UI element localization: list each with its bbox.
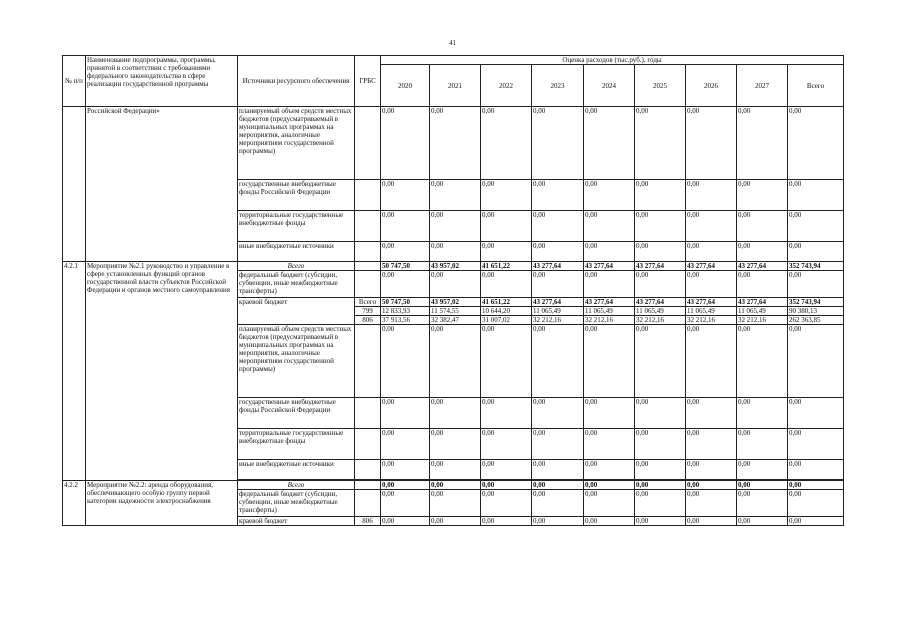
value-cell: 0,00 xyxy=(737,481,788,490)
value-cell: 0,00 xyxy=(430,517,481,526)
source-label: краевой бюджет xyxy=(238,298,355,325)
value-cell: 0,00 xyxy=(532,180,584,211)
value-cell: 0,00 xyxy=(635,242,686,262)
value-cell: 10 644,20 xyxy=(481,307,532,316)
value-cell: 0,00 xyxy=(737,517,788,526)
header-year: 2024 xyxy=(584,65,635,107)
value-cell: 0,00 xyxy=(635,211,686,242)
value-cell: 0,00 xyxy=(584,242,635,262)
value-cell: 41 651,22 xyxy=(481,298,532,307)
value-cell: 0,00 xyxy=(737,271,788,298)
value-cell: 0,00 xyxy=(481,211,532,242)
source-label: иные внебюджетные источники xyxy=(238,460,355,480)
header-year: 2023 xyxy=(532,65,584,107)
table-row xyxy=(63,107,844,180)
header-year-total: Всего xyxy=(788,65,844,107)
value-cell: 0,00 xyxy=(686,490,737,517)
value-cell: 0,00 xyxy=(737,490,788,517)
value-cell: 11 065,49 xyxy=(532,307,584,316)
value-cell: 0,00 xyxy=(584,271,635,298)
value-cell: 0,00 xyxy=(430,460,481,480)
header-num: № п/п xyxy=(63,56,86,107)
value-cell: 43 957,02 xyxy=(430,262,481,271)
value-cell: 32 212,16 xyxy=(686,316,737,325)
value-cell: 0,00 xyxy=(686,107,737,180)
grbs-code xyxy=(355,271,381,298)
value-cell: 0,00 xyxy=(381,180,430,211)
source-label: территориальные государственные внебюджетные фонды xyxy=(238,429,355,460)
header-year: 2026 xyxy=(686,65,737,107)
value-cell: 0,00 xyxy=(430,481,481,490)
value-cell: 0,00 xyxy=(686,271,737,298)
value-cell: 0,00 xyxy=(737,180,788,211)
value-cell: 0,00 xyxy=(635,429,686,460)
value-cell: 0,00 xyxy=(532,325,584,398)
value-cell: 0,00 xyxy=(584,429,635,460)
program-name: Российской Федерации» xyxy=(86,107,238,262)
value-cell: 0,00 xyxy=(635,481,686,490)
value-cell: 0,00 xyxy=(635,107,686,180)
grbs-code xyxy=(355,262,381,271)
value-cell: 31 007,02 xyxy=(481,316,532,325)
grbs-code xyxy=(355,398,381,429)
value-cell: 0,00 xyxy=(430,180,481,211)
value-cell: 0,00 xyxy=(532,481,584,490)
value-cell: 0,00 xyxy=(686,460,737,480)
header-grbs: ГРБС xyxy=(355,56,381,107)
value-cell: 0,00 xyxy=(481,429,532,460)
value-cell: 0,00 xyxy=(381,107,430,180)
value-cell: 0,00 xyxy=(481,271,532,298)
value-cell: 0,00 xyxy=(737,460,788,480)
value-cell: 0,00 xyxy=(532,107,584,180)
value-cell-total: 0,00 xyxy=(788,460,844,480)
grbs-code xyxy=(355,180,381,211)
value-cell: 43 277,64 xyxy=(686,262,737,271)
source-label: территориальные государственные внебюджетные фонды xyxy=(238,211,355,242)
value-cell: 0,00 xyxy=(430,398,481,429)
row-num xyxy=(63,107,86,262)
page-number: 41 xyxy=(449,39,456,47)
value-cell-total: 0,00 xyxy=(788,517,844,526)
value-cell: 0,00 xyxy=(686,481,737,490)
value-cell: 32 212,16 xyxy=(635,316,686,325)
value-cell: 11 065,49 xyxy=(686,307,737,316)
value-cell: 0,00 xyxy=(430,271,481,298)
value-cell: 0,00 xyxy=(584,180,635,211)
value-cell: 43 277,64 xyxy=(737,262,788,271)
source-label: планируемый объем средств местных бюджетов (предусматриваемый в муниципальных программах на мероприятия, аналогичные мероприятиям государственной программы) xyxy=(238,107,355,180)
value-cell-total: 262 363,85 xyxy=(788,316,844,325)
value-cell: 0,00 xyxy=(584,517,635,526)
value-cell: 0,00 xyxy=(686,211,737,242)
grbs-code xyxy=(355,429,381,460)
value-cell: 0,00 xyxy=(532,242,584,262)
table-row-total xyxy=(63,262,844,271)
value-cell: 0,00 xyxy=(737,325,788,398)
value-cell: 0,00 xyxy=(381,429,430,460)
value-cell: 0,00 xyxy=(481,107,532,180)
header-estimate: Оценка расходов (тыс.руб.), годы xyxy=(381,56,844,65)
value-cell: 0,00 xyxy=(532,398,584,429)
value-cell-total: 90 380,13 xyxy=(788,307,844,316)
value-cell: 0,00 xyxy=(532,429,584,460)
value-cell: 0,00 xyxy=(430,242,481,262)
value-cell: 43 277,64 xyxy=(686,298,737,307)
value-cell: 43 277,64 xyxy=(532,262,584,271)
value-cell: 37 913,56 xyxy=(381,316,430,325)
value-cell: 0,00 xyxy=(430,490,481,517)
header-year: 2020 xyxy=(381,65,430,107)
value-cell: 0,00 xyxy=(737,242,788,262)
value-cell: 32 382,47 xyxy=(430,316,481,325)
grbs-code xyxy=(355,460,381,480)
value-cell: 0,00 xyxy=(481,490,532,517)
value-cell: 0,00 xyxy=(532,517,584,526)
value-cell-total: 0,00 xyxy=(788,429,844,460)
value-cell: 0,00 xyxy=(481,517,532,526)
value-cell: 0,00 xyxy=(737,429,788,460)
grbs-code xyxy=(355,211,381,242)
value-cell-total: 0,00 xyxy=(788,211,844,242)
value-cell: 43 277,64 xyxy=(584,298,635,307)
value-cell: 0,00 xyxy=(635,490,686,517)
header-year: 2022 xyxy=(481,65,532,107)
value-cell: 0,00 xyxy=(381,460,430,480)
value-cell: 11 065,49 xyxy=(737,307,788,316)
grbs-code xyxy=(355,107,381,180)
value-cell: 11 065,49 xyxy=(584,307,635,316)
value-cell: 0,00 xyxy=(584,211,635,242)
value-cell: 50 747,50 xyxy=(381,262,430,271)
value-cell: 0,00 xyxy=(635,517,686,526)
value-cell: 0,00 xyxy=(481,481,532,490)
source-label: планируемый объем средств местных бюджетов (предусматриваемый в муниципальных программах на мероприятия, аналогичные мероприятиям государственной программы) xyxy=(238,325,355,398)
value-cell: 50 747,50 xyxy=(381,298,430,307)
header-name: Наименование подпрограммы, программы, принятой в соответствии с требованиями федерального законодательства в сфере реализации государственной программы xyxy=(86,56,238,107)
value-cell: 0,00 xyxy=(381,325,430,398)
measure-name: Мероприятие №2.2: аренда оборудования, обеспечивающего особую группу первой категории надежности электроснабжения xyxy=(86,481,238,526)
value-cell: 0,00 xyxy=(686,517,737,526)
grbs-code xyxy=(355,490,381,517)
value-cell: 41 651,22 xyxy=(481,262,532,271)
value-cell: 12 833,93 xyxy=(381,307,430,316)
value-cell: 0,00 xyxy=(584,325,635,398)
value-cell: 0,00 xyxy=(481,460,532,480)
value-cell: 43 277,64 xyxy=(737,298,788,307)
value-cell: 0,00 xyxy=(532,271,584,298)
value-cell: 0,00 xyxy=(430,211,481,242)
value-cell: 0,00 xyxy=(584,460,635,480)
value-cell: 0,00 xyxy=(635,460,686,480)
source-label: федеральный бюджет (субсидии, субвенции, иные межбюджетные трансферты) xyxy=(238,490,355,517)
value-cell-total: 352 743,94 xyxy=(788,262,844,271)
value-cell: 0,00 xyxy=(584,107,635,180)
value-cell: 43 277,64 xyxy=(635,298,686,307)
value-cell: 0,00 xyxy=(481,325,532,398)
value-cell: 0,00 xyxy=(532,211,584,242)
table-row-total xyxy=(63,481,844,490)
grbs-code: 799 xyxy=(355,307,381,316)
value-cell-total: 0,00 xyxy=(788,271,844,298)
source-label: государственные внебюджетные фонды Российской Федерации xyxy=(238,398,355,429)
value-cell: 0,00 xyxy=(481,242,532,262)
value-cell: 0,00 xyxy=(381,211,430,242)
header-year: 2025 xyxy=(635,65,686,107)
value-cell-total: 0,00 xyxy=(788,107,844,180)
source-label: федеральный бюджет (субсидии, субвенции, иные межбюджетные трансферты) xyxy=(238,271,355,298)
value-cell: 0,00 xyxy=(686,398,737,429)
value-cell-total: 0,00 xyxy=(788,481,844,490)
value-cell: 0,00 xyxy=(686,180,737,211)
value-cell: 0,00 xyxy=(584,490,635,517)
value-cell-total: 0,00 xyxy=(788,180,844,211)
value-cell: 32 212,16 xyxy=(584,316,635,325)
measure-name: Мероприятие №2.1 руководство и управление в сфере установленных функций органов государственной власти субъектов Российской Федерации и органов местного самоуправления xyxy=(86,262,238,481)
row-num: 4.2.1 xyxy=(63,262,86,481)
grbs-code: 806 xyxy=(355,316,381,325)
value-cell-total: 0,00 xyxy=(788,325,844,398)
value-cell: 11 065,49 xyxy=(635,307,686,316)
value-cell-total: 0,00 xyxy=(788,242,844,262)
value-cell: 0,00 xyxy=(737,398,788,429)
value-cell: 0,00 xyxy=(381,242,430,262)
value-cell: 0,00 xyxy=(481,398,532,429)
value-cell: 0,00 xyxy=(635,180,686,211)
row-num: 4.2.2 xyxy=(63,481,86,526)
value-cell: 32 212,16 xyxy=(532,316,584,325)
value-cell: 0,00 xyxy=(381,398,430,429)
value-cell: 43 277,64 xyxy=(584,262,635,271)
grbs-code xyxy=(355,242,381,262)
value-cell: 0,00 xyxy=(481,180,532,211)
total-label: Всего xyxy=(238,262,355,271)
source-label: государственные внебюджетные фонды Российской Федерации xyxy=(238,180,355,211)
value-cell: 0,00 xyxy=(635,325,686,398)
source-label: краевой бюджет xyxy=(238,517,355,526)
value-cell: 0,00 xyxy=(737,211,788,242)
value-cell: 43 957,02 xyxy=(430,298,481,307)
grbs-code xyxy=(355,325,381,398)
header-year: 2027 xyxy=(737,65,788,107)
value-cell: 0,00 xyxy=(381,490,430,517)
grbs-code xyxy=(355,481,381,490)
value-cell: 0,00 xyxy=(532,490,584,517)
value-cell: 0,00 xyxy=(381,517,430,526)
grbs-code: 806 xyxy=(355,517,381,526)
value-cell: 0,00 xyxy=(686,242,737,262)
value-cell: 0,00 xyxy=(584,481,635,490)
value-cell: 0,00 xyxy=(430,429,481,460)
value-cell: 0,00 xyxy=(430,107,481,180)
value-cell: 0,00 xyxy=(635,398,686,429)
value-cell: 0,00 xyxy=(737,107,788,180)
value-cell-total: 352 743,94 xyxy=(788,298,844,307)
value-cell: 43 277,64 xyxy=(532,298,584,307)
value-cell: 11 574,55 xyxy=(430,307,481,316)
value-cell: 0,00 xyxy=(381,481,430,490)
budget-table xyxy=(62,55,844,526)
value-cell: 0,00 xyxy=(532,460,584,480)
header-year: 2021 xyxy=(430,65,481,107)
value-cell: 32 212,16 xyxy=(737,316,788,325)
grbs-code: Всего xyxy=(355,298,381,307)
value-cell: 0,00 xyxy=(686,429,737,460)
source-label: иные внебюджетные источники xyxy=(238,242,355,262)
value-cell-total: 0,00 xyxy=(788,398,844,429)
value-cell: 43 277,64 xyxy=(635,262,686,271)
value-cell: 0,00 xyxy=(584,398,635,429)
value-cell: 0,00 xyxy=(381,271,430,298)
value-cell: 0,00 xyxy=(686,325,737,398)
value-cell: 0,00 xyxy=(635,271,686,298)
value-cell-total: 0,00 xyxy=(788,490,844,517)
value-cell: 0,00 xyxy=(430,325,481,398)
total-label: Всего xyxy=(238,481,355,490)
header-sources: Источники ресурсного обеспечения xyxy=(238,56,355,107)
